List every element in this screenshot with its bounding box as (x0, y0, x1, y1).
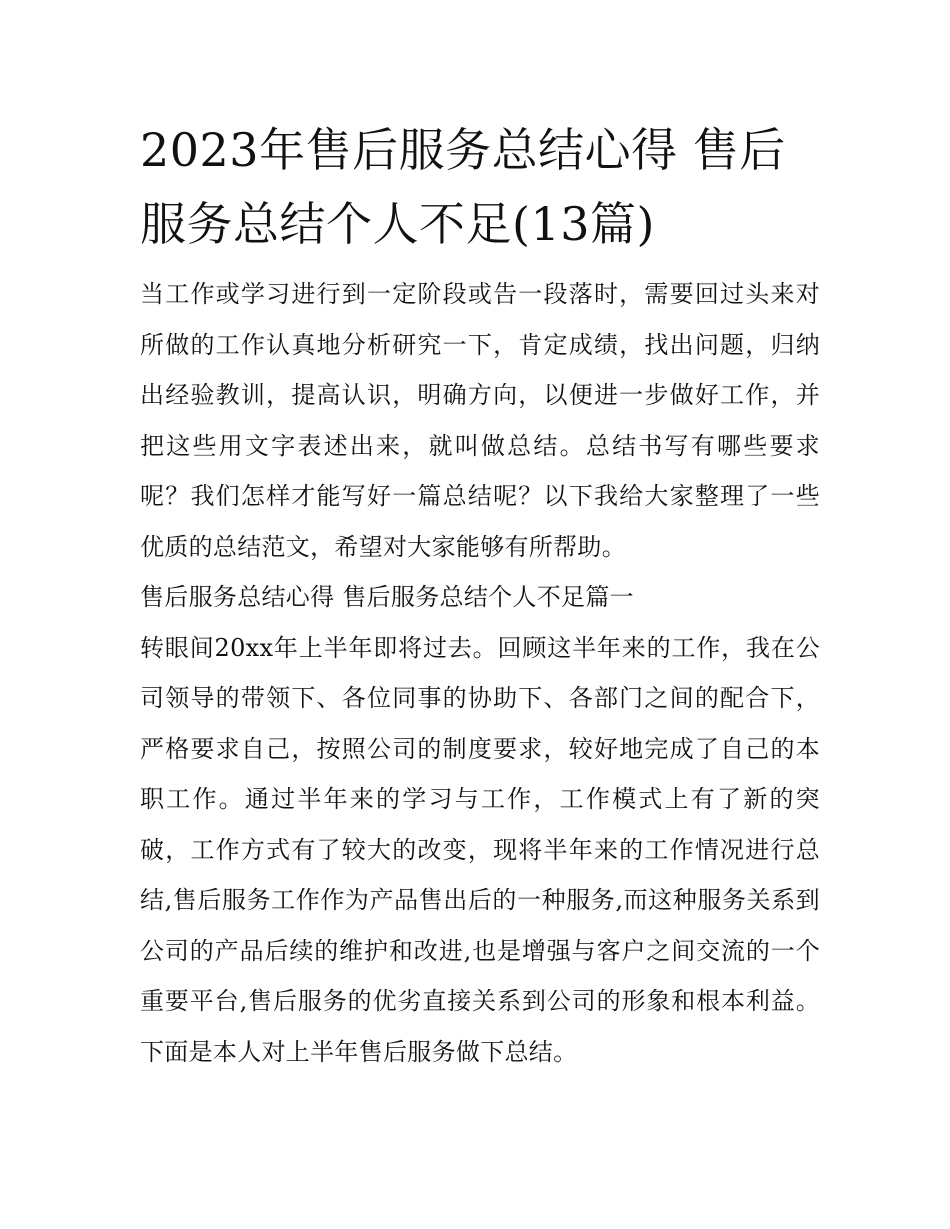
document-title: 2023年售后服务总结心得 售后服务总结个人不足(13篇) (140, 123, 786, 251)
section-heading: 售后服务总结心得 售后服务总结个人不足篇一 (140, 583, 634, 611)
body-paragraph: 转眼间20xx年上半年即将过去。回顾这半年来的工作，我在公司领导的带领下、各位同事的协助下、各部门之间的配合下，严格要求自己，按照公司的制度要求，较好地完成了自己的本职工作。通过半年来的学习与工作，工作模式上有了新的突破，工作方式有了较大的改变，现将半年来的工作情况进行总结,售后服务工作作为产品售出后的一种服务,而这种服务关系到公司的产品后续的维护和改进,也是增强与客户之间交流的一个重要平台,售后服务的优劣直接关系到公司的形象和根本利益。下面是本人对上半年售后服务做下总结。 (140, 633, 820, 1066)
intro-paragraph: 当工作或学习进行到一定阶段或告一段落时，需要回过头来对所做的工作认真地分析研究一下，肯定成绩，找出问题，归纳出经验教训，提高认识，明确方向，以便进一步做好工作，并把这些用文字表述出来，就叫做总结。总结书写有哪些要求呢？我们怎样才能写好一篇总结呢？以下我给大家整理了一些优质的总结范文，希望对大家能够有所帮助。 (140, 280, 820, 561)
document-content (140, 113, 820, 1077)
